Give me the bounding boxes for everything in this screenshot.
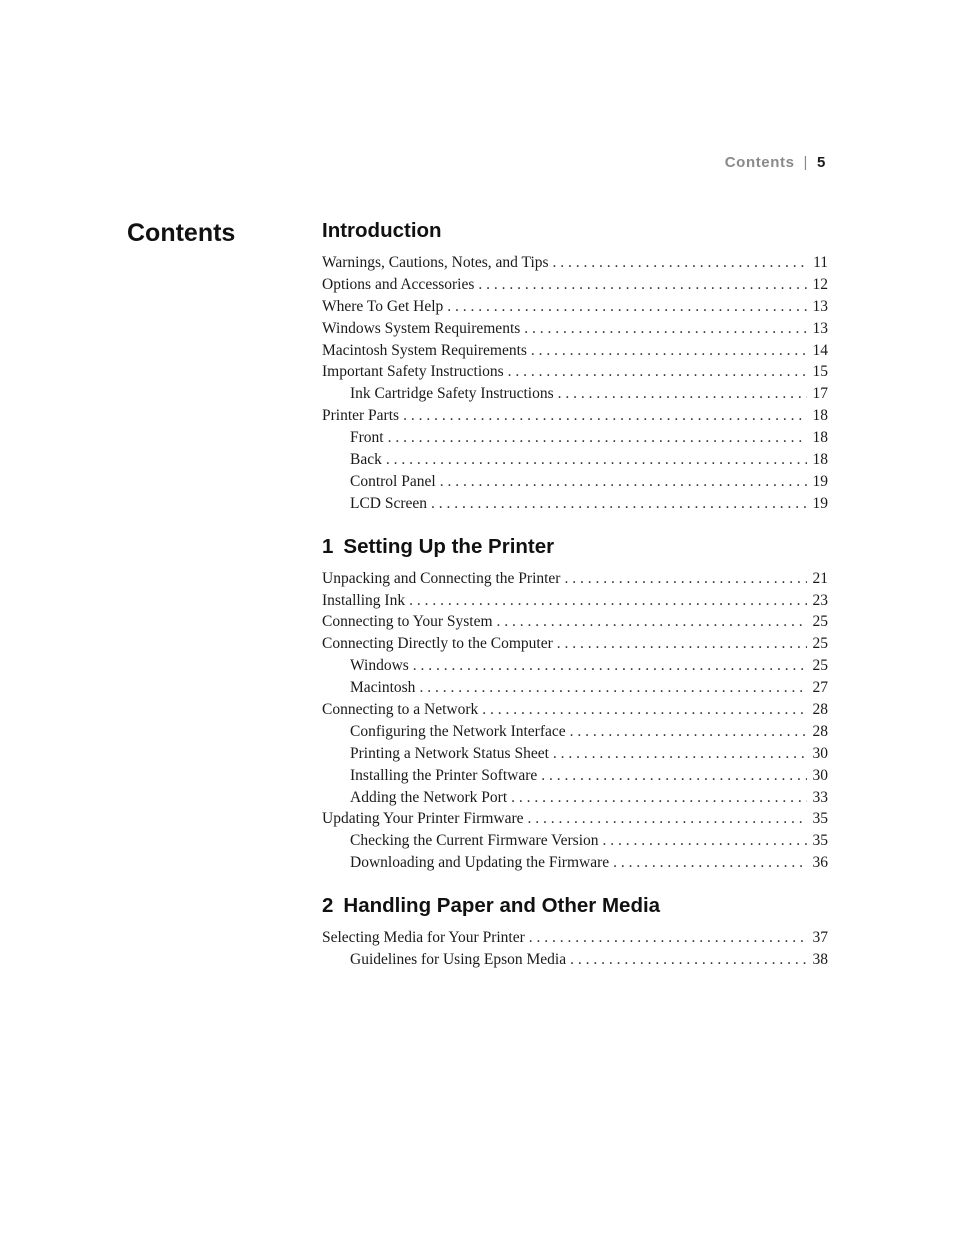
dot-leader [564,568,807,590]
entry-page-number: 23 [812,591,828,609]
dot-leader [508,361,807,383]
dot-leader [570,949,807,971]
toc-subentry[interactable] [322,655,828,677]
page-number: 5 [817,154,826,171]
toc-entry[interactable] [322,699,828,721]
toc-entry[interactable] [322,927,828,949]
entry-page-number: 21 [812,569,828,587]
entry-title: Options and Accessories [322,275,475,293]
dot-leader [553,743,807,765]
toc-subentry[interactable] [322,765,828,787]
dot-leader [528,808,808,830]
toc-subentry[interactable] [322,449,828,471]
toc-subentry[interactable] [322,949,828,971]
entry-title: Unpacking and Connecting the Printer [322,569,561,587]
section-number: 2 [322,894,334,918]
entry-title: Installing Ink [322,591,406,609]
entry-page-number: 18 [812,429,828,447]
entry-page-number: 14 [812,341,828,359]
entry-page-number: 25 [812,635,828,653]
toc-section [322,532,828,874]
entry-page-number: 28 [812,722,828,740]
dot-leader [558,383,807,405]
toc-entry[interactable] [322,361,828,383]
dot-leader [388,427,807,449]
dot-leader [413,655,807,677]
entry-title: Downloading and Updating the Firmware [350,854,610,872]
toc-subentry[interactable] [322,830,828,852]
dot-leader [531,340,807,362]
entry-page-number: 25 [812,657,828,675]
toc-entry[interactable] [322,296,828,318]
entry-page-number: 30 [812,744,828,762]
entry-page-number: 36 [812,854,828,872]
entry-title: Front [350,429,384,447]
dot-leader [403,405,807,427]
entry-title: Windows System Requirements [322,319,521,337]
toc-subentry[interactable] [322,721,828,743]
entry-title: Installing the Printer Software [350,766,538,784]
entry-title: Important Safety Instructions [322,363,504,381]
entry-page-number: 28 [812,701,828,719]
section-heading[interactable] [322,216,828,246]
entry-page-number: 18 [812,451,828,469]
toc-subentry[interactable] [322,787,828,809]
dot-leader [431,493,807,515]
toc-subentry[interactable] [322,677,828,699]
dot-leader [541,765,807,787]
entry-page-number: 33 [812,788,828,806]
toc-subentry[interactable] [322,471,828,493]
toc-subentry[interactable] [322,852,828,874]
dot-leader [409,590,807,612]
running-header [725,154,826,171]
entry-page-number: 35 [812,810,828,828]
entry-title: LCD Screen [350,494,428,512]
entry-page-number: 38 [812,951,828,969]
toc-entry[interactable] [322,633,828,655]
toc-subentry[interactable] [322,427,828,449]
entry-title: Ink Cartridge Safety Instructions [350,385,554,403]
running-header-label: Contents [724,154,795,171]
toc-subentry[interactable] [322,493,828,515]
toc-entry[interactable] [322,340,828,362]
entry-title: Configuring the Network Interface [350,722,566,740]
toc-entry-list [322,568,828,874]
entry-title: Windows [350,657,409,675]
entry-title: Updating Your Printer Firmware [322,810,524,828]
entry-page-number: 35 [812,832,828,850]
toc-entry[interactable] [322,611,828,633]
dot-leader [419,677,807,699]
entry-title: Adding the Network Port [350,788,508,806]
page-title: Contents [127,219,236,247]
section-title: Handling Paper and Other Media [343,894,661,918]
entry-title: Macintosh System Requirements [322,341,527,359]
table-of-contents [322,216,828,988]
dot-leader [447,296,807,318]
entry-title: Printing a Network Status Sheet [350,744,549,762]
entry-page-number: 11 [813,254,828,271]
dot-leader [386,449,807,471]
dot-leader [478,274,807,296]
entry-page-number: 13 [812,297,828,315]
dot-leader [440,471,807,493]
toc-entry[interactable] [322,318,828,340]
entry-title: Selecting Media for Your Printer [322,929,525,947]
entry-title: Connecting to Your System [322,613,493,631]
entry-title: Connecting to a Network [322,701,479,719]
toc-entry-list [322,252,828,515]
entry-page-number: 30 [812,766,828,784]
entry-page-number: 15 [812,363,828,381]
toc-entry[interactable] [322,274,828,296]
section-number: 1 [322,534,334,558]
entry-title: Connecting Directly to the Computer [322,635,553,653]
dot-leader [524,318,807,340]
dot-leader [511,787,807,809]
entry-title: Checking the Current Firmware Version [350,832,599,850]
dot-leader [482,699,807,721]
running-header-separator: | [803,154,809,171]
toc-subentry[interactable] [322,743,828,765]
toc-section [322,891,828,971]
entry-page-number: 25 [812,613,828,631]
entry-page-number: 17 [812,385,828,403]
entry-title: Where To Get Help [322,297,444,315]
dot-leader [557,633,807,655]
entry-page-number: 37 [812,929,828,947]
dot-leader [497,611,807,633]
entry-title: Warnings, Cautions, Notes, and Tips [322,254,549,271]
entry-title: Back [350,451,382,469]
entry-title: Guidelines for Using Epson Media [350,951,567,969]
dot-leader [570,721,807,743]
entry-page-number: 18 [812,407,828,425]
toc-subentry[interactable] [322,383,828,405]
section-title: Setting Up the Printer [343,534,555,558]
entry-title: Control Panel [350,472,436,490]
entry-page-number: 19 [812,494,828,512]
toc-entry[interactable] [322,590,828,612]
dot-leader [613,852,807,874]
section-title: Introduction [322,219,442,242]
toc-section [322,216,828,515]
section-heading[interactable] [322,532,828,562]
toc-entry[interactable] [322,252,828,274]
toc-entry-list [322,927,828,971]
dot-leader [553,252,807,274]
dot-leader [603,830,807,852]
toc-entry[interactable] [322,405,828,427]
entry-page-number: 19 [812,472,828,490]
toc-entry[interactable] [322,808,828,830]
dot-leader [529,927,807,949]
section-heading[interactable] [322,891,828,921]
entry-page-number: 13 [812,319,828,337]
entry-page-number: 12 [812,275,828,293]
entry-page-number: 27 [812,679,828,697]
entry-title: Macintosh [350,679,416,697]
toc-entry[interactable] [322,568,828,590]
entry-title: Printer Parts [322,407,400,425]
